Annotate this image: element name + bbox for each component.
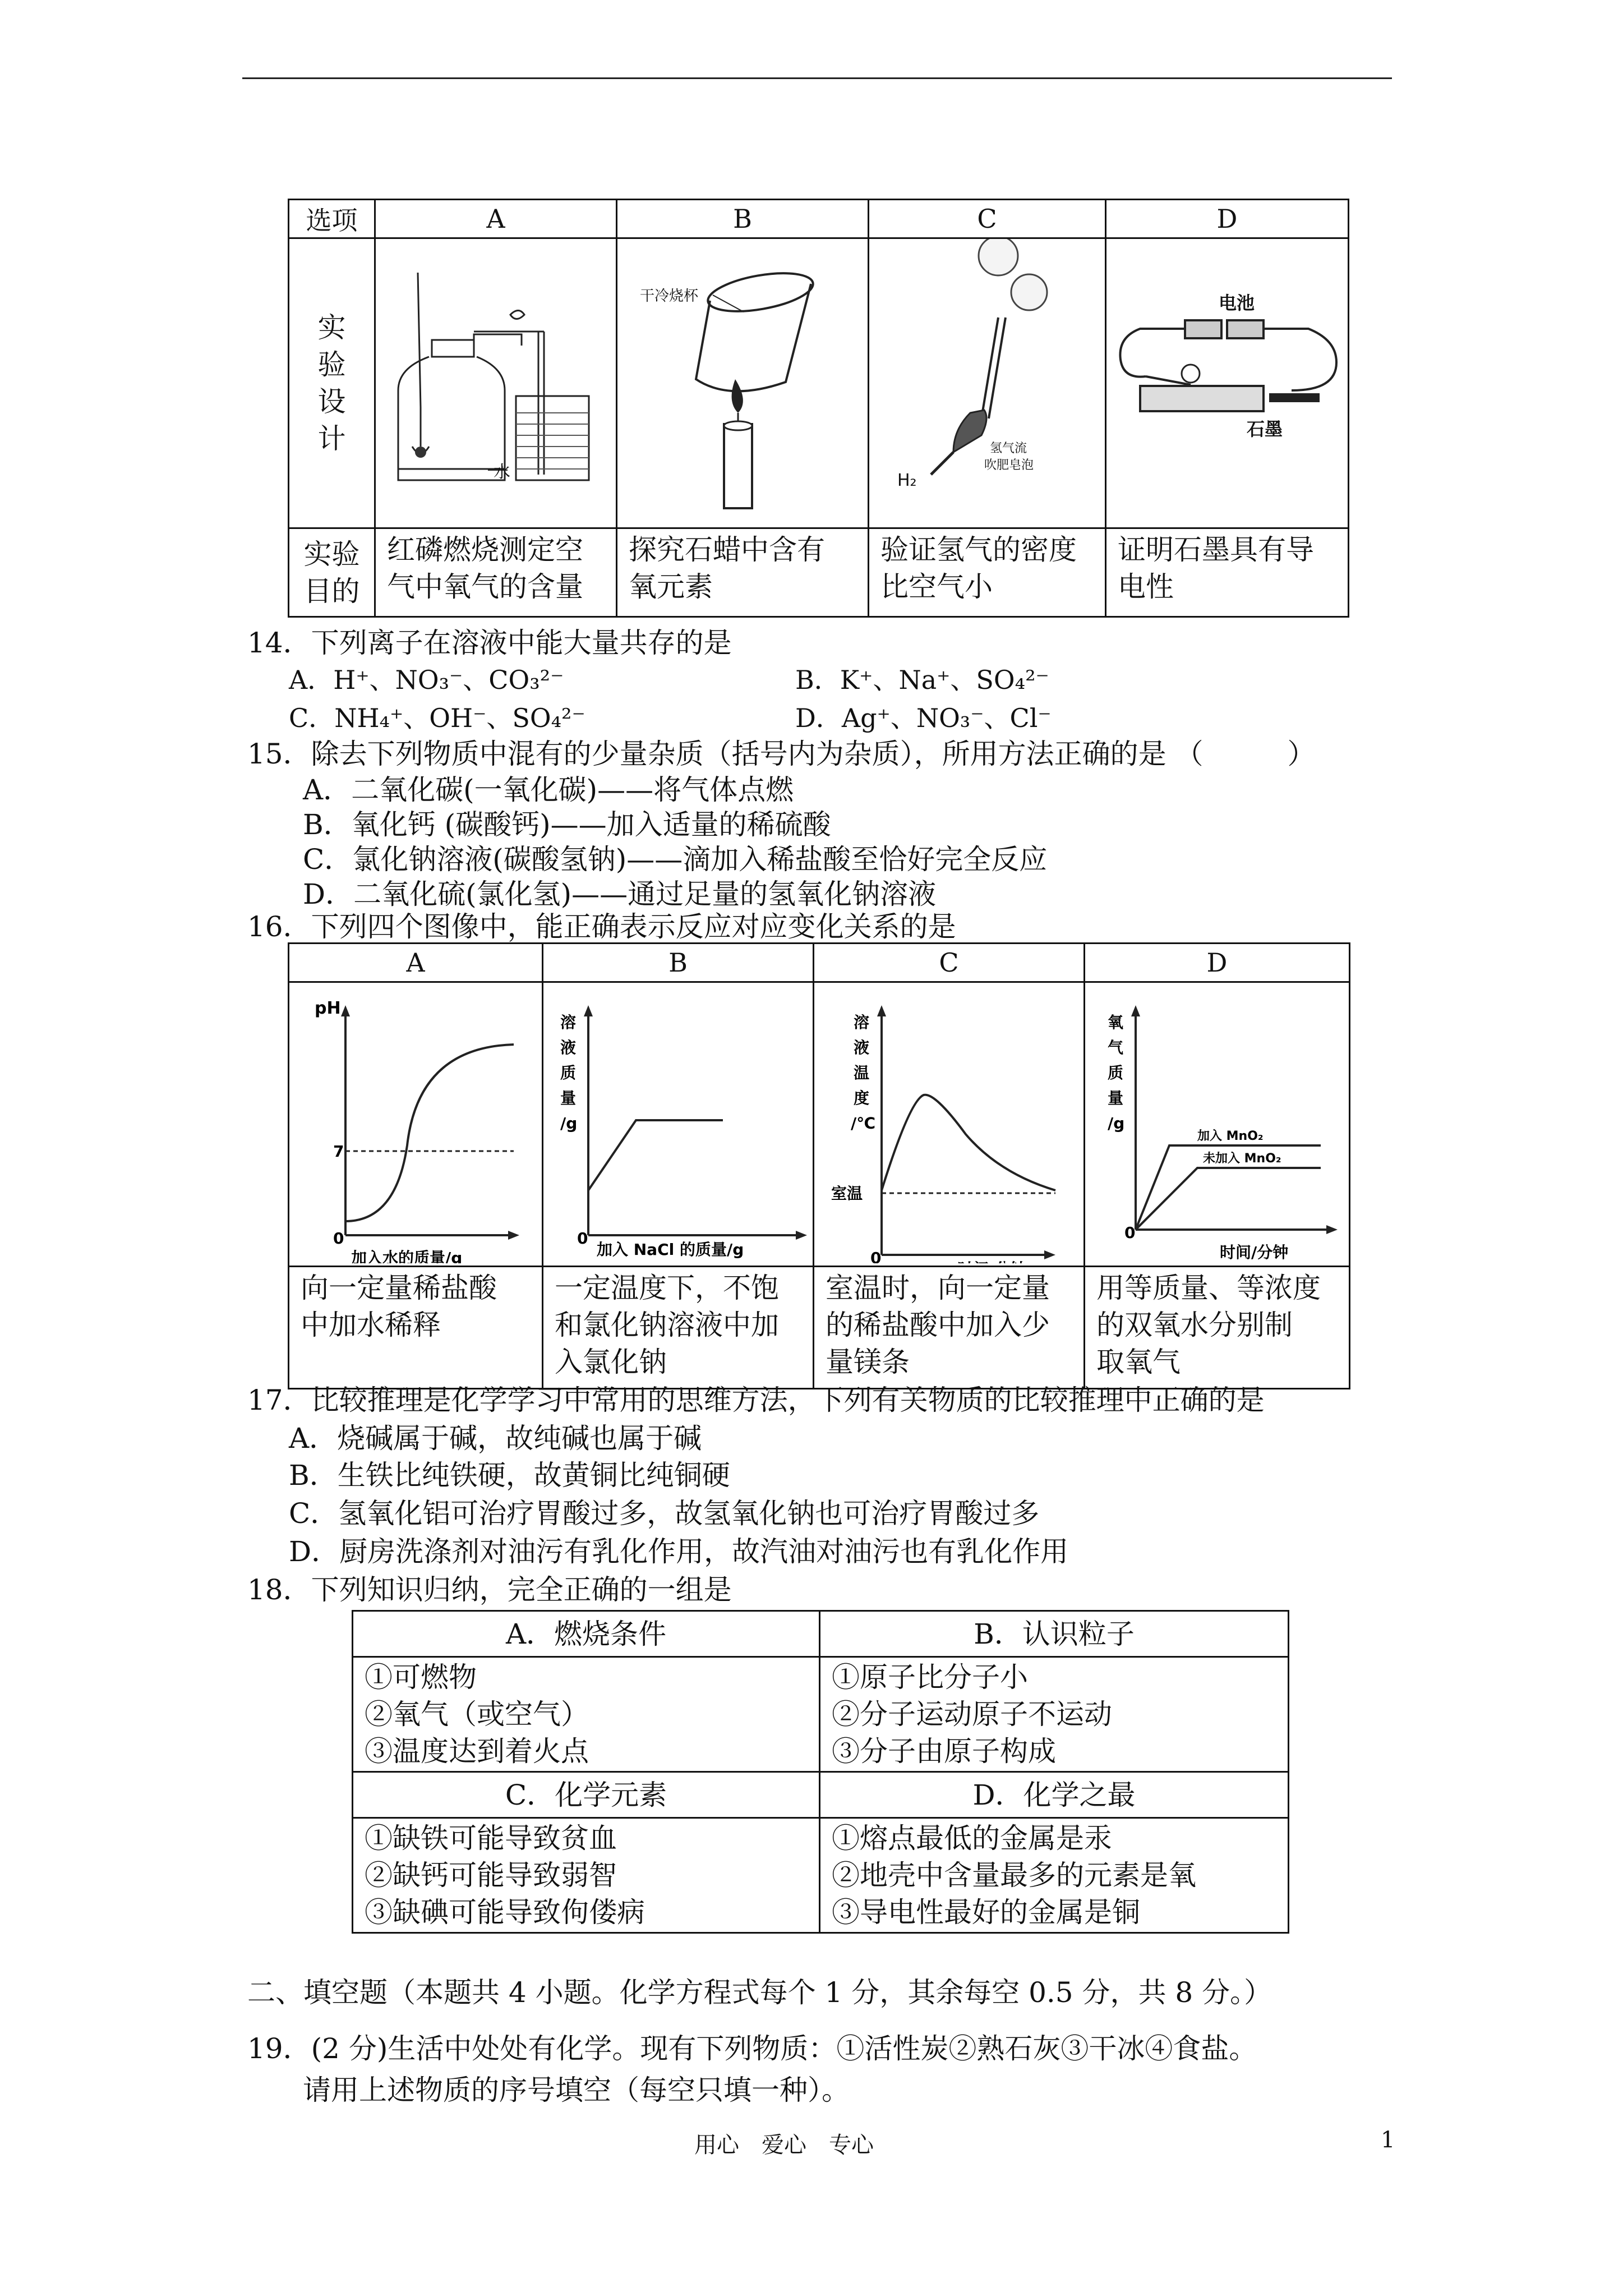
graphite-label: 石墨 — [1247, 418, 1283, 440]
q14-stem: 14．下列离子在溶液中能大量共存的是 — [247, 627, 732, 659]
svg-text:0: 0 — [577, 1229, 588, 1248]
q13-option-b: B — [617, 200, 869, 238]
q15-option-a: A．二氧化碳(一氧化碳)——将气体点燃 — [303, 774, 794, 806]
soap-bubble-label: 吹肥皂泡 — [984, 458, 1034, 472]
q16-desc-d: 用等质量、等浓度 的双氧水分别制 取氧气 — [1085, 1267, 1350, 1389]
svg-text:室温: 室温 — [831, 1184, 863, 1203]
svg-text:pH: pH — [315, 999, 341, 1018]
q16-graph-d — [1085, 982, 1350, 1267]
q17-option-b: B．生铁比纯铁硬，故黄铜比纯铜硬 — [289, 1459, 730, 1492]
q13-option-a: A — [375, 200, 617, 238]
q16-graph-c — [814, 982, 1085, 1267]
svg-text:0: 0 — [333, 1229, 344, 1248]
cold-beaker-label: 干冷烧杯 — [640, 288, 699, 305]
q16-desc-b: 一定温度下，不饱 和氯化钠溶液中加 入氯化钠 — [543, 1267, 814, 1389]
svg-text:溶: 溶 — [560, 1013, 577, 1032]
q16-option-d: D — [1085, 944, 1350, 982]
svg-text:7: 7 — [333, 1142, 344, 1161]
q13-option-c: C — [869, 200, 1106, 238]
q18-c-title: C．化学元素 — [353, 1772, 820, 1818]
q15-option-c: C．氯化钠溶液(碳酸氢钠)——滴加入稀盐酸至恰好完全反应 — [303, 843, 1048, 876]
q13-image-b — [617, 238, 869, 528]
svg-text:温: 温 — [854, 1064, 870, 1082]
q13-goal-a: 红磷燃烧测定空 气中氧气的含量 — [375, 528, 617, 617]
q13-image-c — [869, 238, 1106, 528]
q13-goal-label: 实验 目的 — [289, 528, 375, 617]
q17-stem: 17．比较推理是化学学习中常用的思维方法，下列有关物质的比较推理中正确的是 — [247, 1384, 1265, 1416]
q17-option-c: C．氢氧化铝可治疗胃酸过多，故氢氧化钠也可治疗胃酸过多 — [289, 1497, 1040, 1530]
q18-d-title: D．化学之最 — [820, 1772, 1289, 1818]
q13-image-a — [375, 238, 617, 528]
q13-goal-b: 探究石蜡中含有 氧元素 — [617, 528, 869, 617]
svg-text:未加入 MnO₂: 未加入 MnO₂ — [1203, 1152, 1281, 1166]
svg-text:液: 液 — [854, 1038, 870, 1057]
svg-text:质: 质 — [560, 1064, 577, 1082]
q13-table — [288, 199, 1349, 618]
solution-mass-graph — [543, 983, 813, 1263]
svg-text:加入 NaCl 的质量/g: 加入 NaCl 的质量/g — [597, 1240, 744, 1259]
q16-desc-c: 室温时，向一定量 的稀盐酸中加入少 量镁条 — [814, 1267, 1085, 1389]
q19-line-1: 19．(2 分)生活中处处有化学。现有下列物质：①活性炭②熟石灰③干冰④食盐。 — [247, 2032, 1257, 2065]
water-label: 水 — [494, 462, 510, 482]
battery-label: 电池 — [1219, 292, 1255, 314]
q18-a-items: ①可燃物 ②氧气（或空气） ③温度达到着火点 — [353, 1657, 820, 1772]
svg-text:加入水的质量/g: 加入水的质量/g — [351, 1249, 463, 1263]
q18-table — [352, 1610, 1289, 1934]
q13-option-d: D — [1106, 200, 1349, 238]
svg-text:/g: /g — [1108, 1114, 1125, 1133]
svg-text:0: 0 — [1124, 1223, 1136, 1242]
q13-goal-d: 证明石墨具有导 电性 — [1106, 528, 1349, 617]
hydrogen-soap-bubble-image — [869, 239, 1105, 525]
ph-curve-graph — [289, 983, 542, 1263]
footer-motto: 用心 爱心 专心 — [694, 2132, 874, 2158]
svg-text:气: 气 — [1108, 1038, 1124, 1057]
svg-text:液: 液 — [560, 1038, 577, 1057]
q16-option-a: A — [289, 944, 543, 982]
q15-option-d: D．二氧化硫(氯化氢)——通过足量的氢氧化钠溶液 — [303, 878, 937, 910]
hydrogen-flow-label: 氢气流 — [990, 441, 1027, 455]
q16-desc-a: 向一定量稀盐酸 中加水稀释 — [289, 1267, 543, 1389]
q18-d-items: ①熔点最低的金属是汞 ②地壳中含量最多的元素是氧 ③导电性最好的金属是铜 — [820, 1818, 1289, 1933]
oxygen-mass-graph — [1085, 983, 1349, 1263]
q16-graph-b — [543, 982, 814, 1267]
red-phosphorus-apparatus-image — [376, 239, 616, 525]
svg-text:0: 0 — [870, 1249, 882, 1263]
q16-option-c: C — [814, 944, 1085, 982]
svg-text:时间/分钟 — [957, 1260, 1026, 1263]
q16-graph-a — [289, 982, 543, 1267]
svg-text:质: 质 — [1108, 1064, 1124, 1082]
svg-text:加入 MnO₂: 加入 MnO₂ — [1197, 1129, 1264, 1143]
q16-option-b: B — [543, 944, 814, 982]
svg-text:氧: 氧 — [1108, 1013, 1124, 1032]
q14-option-d: D．Ag⁺、NO₃⁻、Cl⁻ — [795, 703, 1052, 733]
candle-beaker-image — [617, 239, 868, 525]
svg-text:度: 度 — [854, 1089, 870, 1107]
svg-text:/℃: /℃ — [851, 1114, 876, 1133]
solution-temperature-graph — [814, 983, 1083, 1263]
q16-table — [288, 942, 1350, 1389]
q13-design-label: 实 验 设 计 — [289, 238, 375, 528]
svg-text:量: 量 — [560, 1089, 577, 1107]
svg-text:量: 量 — [1108, 1089, 1124, 1107]
graphite-circuit-image — [1106, 239, 1348, 525]
svg-text:溶: 溶 — [854, 1013, 870, 1032]
section-2-heading: 二、填空题（本题共 4 小题。化学方程式每个 1 分，其余每空 0.5 分，共 8 分。） — [247, 1976, 1272, 2009]
q15-option-b: B．氧化钙 (碳酸钙)——加入适量的稀硫酸 — [303, 808, 831, 841]
q19-line-2: 请用上述物质的序号填空（每空只填一种）。 — [303, 2074, 850, 2106]
q13-header-label: 选项 — [289, 200, 375, 238]
header-rule — [242, 77, 1392, 79]
q18-b-items: ①原子比分子小 ②分子运动原子不运动 ③分子由原子构成 — [820, 1657, 1289, 1772]
h2-label: H₂ — [897, 471, 917, 490]
svg-text:/g: /g — [560, 1114, 578, 1133]
q18-c-items: ①缺铁可能导致贫血 ②缺钙可能导致弱智 ③缺碘可能导致佝偻病 — [353, 1818, 820, 1933]
page-number: 1 — [1381, 2127, 1395, 2153]
svg-text:时间/分钟: 时间/分钟 — [1220, 1243, 1289, 1262]
q18-a-title: A．燃烧条件 — [353, 1611, 820, 1657]
q13-image-d — [1106, 238, 1349, 528]
q14-option-c: C．NH₄⁺、OH⁻、SO₄²⁻ — [289, 703, 585, 733]
q18-stem: 18．下列知识归纳，完全正确的一组是 — [247, 1573, 732, 1606]
q14-option-b: B．K⁺、Na⁺、SO₄²⁻ — [795, 665, 1049, 695]
q14-option-a: A．H⁺、NO₃⁻、CO₃²⁻ — [289, 665, 564, 695]
q17-option-a: A．烧碱属于碱，故纯碱也属于碱 — [289, 1422, 702, 1455]
q17-option-d: D．厨房洗涤剂对油污有乳化作用，故汽油对油污也有乳化作用 — [289, 1535, 1069, 1568]
q15-stem: 15．除去下列物质中混有的少量杂质（括号内为杂质），所用方法正确的是 （ ） — [247, 738, 1316, 770]
q18-b-title: B．认识粒子 — [820, 1611, 1289, 1657]
q16-stem: 16．下列四个图像中，能正确表示反应对应变化关系的是 — [247, 910, 956, 943]
q13-goal-c: 验证氢气的密度 比空气小 — [869, 528, 1106, 617]
